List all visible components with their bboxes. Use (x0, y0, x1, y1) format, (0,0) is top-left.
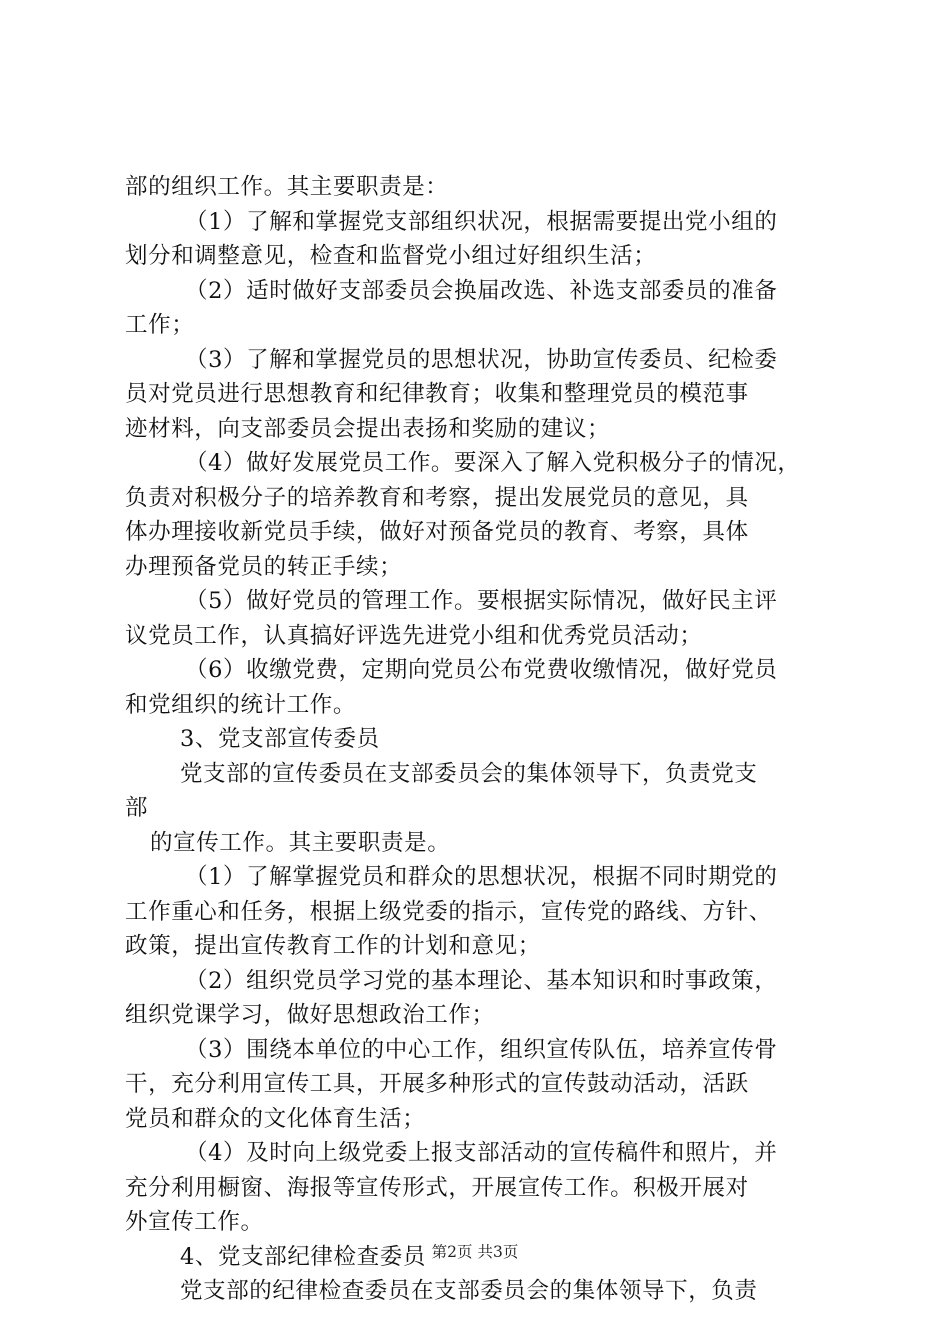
list-item-2-line: （2）适时做好支部委员会换届改选、补选支部委员的准备 (185, 277, 778, 304)
text-line: 工作； (125, 312, 195, 338)
text-line: 体办理接收新党员手续，做好对预备党员的教育、考察，具体 (125, 519, 749, 545)
text-line: 部的组织工作。其主要职责是： (125, 174, 449, 200)
list-item-2-line: （2）组织党员学习党的基本理论、基本知识和时事政策， (185, 967, 778, 994)
list-item-5-line: （5）做好党员的管理工作。要根据实际情况，做好民主评 (185, 588, 778, 614)
paragraph-line: 党支部的纪律检查委员在支部委员会的集体领导下，负责 (180, 1278, 758, 1304)
section-heading-3: 3、党支部宣传委员 (180, 726, 380, 752)
text-line: 外宣传工作。 (125, 1209, 264, 1235)
text-line: 办理预备党员的转正手续； (125, 553, 403, 580)
list-item-3-line: （3）围绕本单位的中心工作，组织宣传队伍，培养宣传骨 (185, 1036, 778, 1063)
text-line: 部 (125, 795, 149, 821)
list-item-6-line: （6）收缴党费，定期向党员公布党费收缴情况，做好党员 (185, 657, 778, 683)
section-heading-4: 4、党支部纪律检查委员 (180, 1243, 426, 1270)
text-line: 组织党课学习，做好思想政治工作； (125, 1002, 495, 1028)
text-line: 迹材料，向支部委员会提出表扬和奖励的建议； (125, 415, 611, 442)
text-line: 议党员工作，认真搞好评选先进党小组和优秀党员活动； (125, 622, 703, 649)
text-line: 工作重心和任务，根据上级党委的指示，宣传党的路线、方针、 (125, 898, 772, 925)
paragraph-line: 党支部的宣传委员在支部委员会的集体领导下，负责党支 (180, 760, 758, 787)
text-line: 干，充分利用宣传工具，开展多种形式的宣传鼓动活动，活跃 (125, 1071, 749, 1097)
page-number-footer: 第2页 共3页 (431, 1243, 519, 1261)
list-item-4-line: （4）做好发展党员工作。要深入了解入党积极分子的情况， (185, 450, 801, 476)
text-line: 负责对积极分子的培养教育和考察，提出发展党员的意见，具 (125, 484, 749, 511)
text-line: 充分利用橱窗、海报等宣传形式，开展宣传工作。积极开展对 (125, 1174, 749, 1201)
text-line: 员对党员进行思想教育和纪律教育；收集和整理党员的模范事 (125, 381, 749, 407)
text-line: 和党组织的统计工作。 (125, 691, 357, 718)
document-body (125, 170, 845, 1309)
list-item-1-line: （1）了解和掌握党支部组织状况，根据需要提出党小组的 (185, 208, 778, 235)
paragraph-line: 的宣传工作。其主要职责是。 (150, 829, 451, 856)
list-item-4-line: （4）及时向上级党委上报支部活动的宣传稿件和照片，并 (185, 1140, 778, 1166)
text-line: 党员和群众的文化体育生活； (125, 1105, 426, 1132)
text-line: 政策，提出宣传教育工作的计划和意见； (125, 933, 541, 959)
list-item-1-line: （1）了解掌握党员和群众的思想状况，根据不同时期党的 (185, 864, 778, 890)
list-item-3-line: （3）了解和掌握党员的思想状况，协助宣传委员、纪检委 (185, 346, 778, 373)
text-line: 划分和调整意见，检查和监督党小组过好组织生活； (125, 243, 657, 269)
